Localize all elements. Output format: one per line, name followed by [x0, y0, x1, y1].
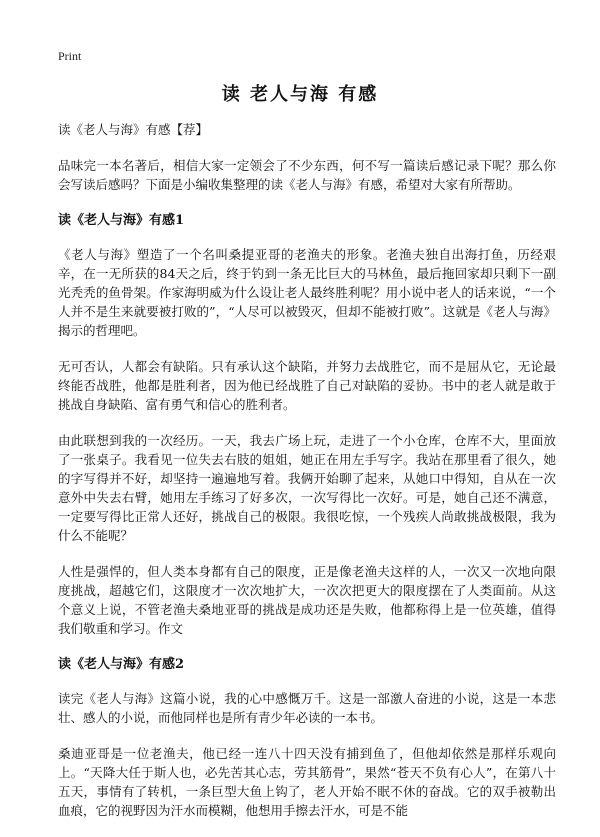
paragraph: 人性是强悍的，但人类本身都有自己的限度，正是像老渔夫这样的人，一次又一次地向限度挑战，超越它们，这限度才一次次地扩大，一次次把更大的限度摆在了人类面前。从这个意义上说，不管老渔夫桑地亚哥的挑战是成功还是失败，他都称得上是一位英雄，值得我们敬重和学习。作文	[58, 564, 556, 636]
section-1	[58, 211, 556, 638]
paragraph: 无可否认，人都会有缺陷。只有承认这个缺陷，并努力去战胜它，而不是屈从它，无论最终能否战胜，他都是胜利者，因为他已经战胜了自己对缺陷的妥协。书中的老人就是敢于挑战自身缺陷、富有勇气和信心的胜利者。	[58, 359, 556, 412]
article-body	[58, 120, 556, 837]
paragraph: 读完《老人与海》这篇小说，我的心中感慨万千。这是一部激人奋进的小说，这是一本悲壮、感人的小说，而他同样也是所有青少年必读的一本书。	[58, 691, 556, 725]
paragraph: 由此联想到我的一次经历。一天，我去广场上玩，走进了一个小仓库，仓库不大，里面放了一张桌子。我看见一位失去右肢的姐姐，她正在用左手写字。我站在那里看了很久，她的字写得并不好，却坚持一遍遍地写着。我俩开始聊了起来，从她口中得知，自从在一次意外中失去右臂，她用左手练习了好多次，一次写得比一次好。可是，她自己还不满意，一定要写得比正常人还好，挑战自己的极限。我很吃惊，一个残疾人尚敢挑战极限，我为什么不能呢？	[58, 433, 556, 543]
print-link[interactable]: Print	[58, 49, 82, 63]
paragraph: 《老人与海》塑造了一个名叫桑提亚哥的老渔夫的形象。老渔夫独自出海打鱼，历经艰辛，在一无所获的84天之后，终于钓到一条无比巨大的马林鱼，最后拖回家却只剩下一副光秃秃的鱼骨架。作家海明威为什么设让老人最终胜利呢？用小说中老人的话来说，“一个人并不是生来就要被打败的”，“人尽可以被毁灭，但却不能被打败”。这就是《老人与海》揭示的哲理吧。	[58, 247, 556, 338]
section-heading: 读《老人与海》有感2	[58, 657, 185, 672]
page-title: 读 老人与海 有感	[221, 84, 379, 105]
intro-paragraph: 品味完一本名著后，相信大家一定领会了不少东西，何不写一篇读后感记录下呢？那么你会写读后感吗？下面是小编收集整理的读《老人与海》有感，希望对大家有所帮助。	[58, 158, 556, 192]
section-2	[58, 655, 556, 820]
paragraph: 桑迪亚哥是一位老渔夫，他已经一连八十四天没有捕到鱼了，但他却依然是那样乐观向上。“天降大任于斯人也，必先苦其心志，劳其筋骨”，果然“苍天不负有心人”，在第八十五天，事情有了转机，一条巨型大鱼上钩了，老人开始不眠不休的奋战。它的双手被勒出血痕，它的视野因为汗水而模糊，他想用手擦去汗水，可是不能	[58, 746, 556, 818]
article-subtitle: 读《老人与海》有感【荐】	[58, 122, 209, 137]
section-heading: 读《老人与海》有感1	[58, 213, 185, 228]
